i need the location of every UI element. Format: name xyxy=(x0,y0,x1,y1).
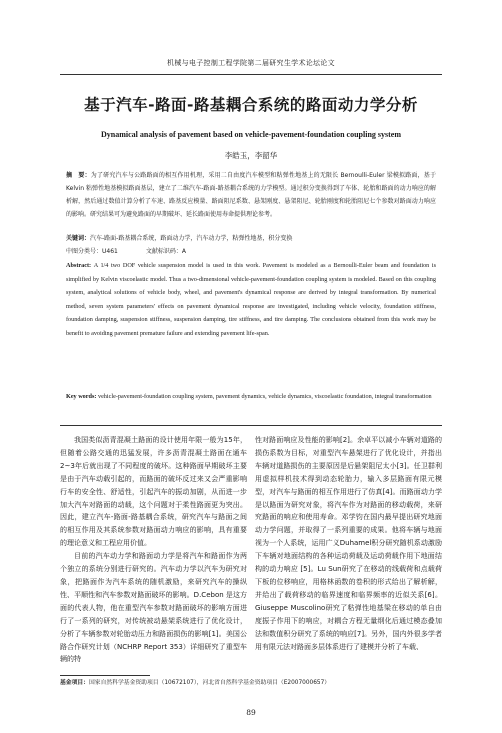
keywords-english-label: Key words: xyxy=(66,393,97,400)
body-paragraph: 目前的汽车动力学和路面动力学是将汽车和路面作为两个独立的系统分别进行研究的。汽车动力学以汽车为研究对象，把路面作为汽车系统的随机激励，来研究汽车的操纵性、平顺性和汽车参数对路面破坏的影响。D.Cebon 是这方面的代表人物，他在重型汽车参数对路面破坏的影响方面进行了一系列的研究，对传统被动悬架系统进行了优化设计，分析了车辆参数对轮胎动压力和路面损伤的影响[1]。美国公路合作研究计划（NCHRP Report 353）详细研究了重型车辆的特 xyxy=(60,552,247,664)
abstract-bottom-rule xyxy=(60,425,442,426)
funding-footnote xyxy=(60,677,445,686)
abstract-english xyxy=(66,259,436,340)
header-rule xyxy=(60,74,442,75)
title-chinese: 基于汽车-路面-路基耦合系统的路面动力学分析 xyxy=(84,96,418,114)
keywords-chinese-label: 关键词： xyxy=(66,235,91,242)
body-paragraph: 性对路面响应及性能的影响[2]。余卓平以减小车辆对道路的损伤系数为目标，对重型汽车悬架进行了优化设计，并指出车辆对道路损伤的主要原因是后悬架阻尼太小[3]。任卫群利用虚拟样机技术得到动态轮胎力，输入多层路面有限元模型，对汽车与路面的相互作用进行了仿真[4]。而路面动力学是以路面为研究对象，将汽车作为对路面的移动载荷，来研究路面的响应和使用寿命。邓学钧在国内最早提出研究地面动力学问题，并取得了一系列重要的成果。他将车辆与地面视为一个人系统，运用广义Duhamel积分研究随机系动激励下车辆对地面结构的各种运动荷载及运动荷载作用下地面结构的动力响应 [5]。Lu Sun研究了在移动的线载荷和点载荷下板的位移响应，用格林函数的卷积的形式给出了解析解，并给出了载荷移动的临界速度和临界频率的近似关系[6]。Giuseppe Muscolino研究了粘弹性地基梁在移动的单自由度振子作用下的响应，对耦合方程无量纲化后通过模态叠加法和数值积分研究了系统的响应[7]。另外，国内外很多学者用有限元法对路面多层体系进行了建模并分析了车载、 xyxy=(255,436,442,651)
keywords-english xyxy=(66,390,436,404)
keywords-chinese-text: 汽车-路面-路基耦合系统，路面动力学，汽车动力学，粘弹性地基，积分变换 xyxy=(90,235,293,242)
classification-line xyxy=(66,246,436,255)
page-number: 89 xyxy=(246,708,256,717)
footnote-rule xyxy=(60,675,150,676)
abstract-english-label: Abstract: xyxy=(66,262,92,269)
abstract-chinese-label: 摘 要： xyxy=(66,172,91,179)
body-column-left xyxy=(60,434,247,666)
keywords-english-text: vehicle-pavement-foundation coupling system, pavement dynamics, vehicle dynamics, viscoelastic foundation, integral transformation xyxy=(97,393,432,400)
footnote-label: 基金项目： xyxy=(60,680,89,686)
abstract-english-text: A 1/4 two DOF vehicle suspension model is used in this work. Pavement is modeled as a Bernoulli-Euler beam and foundation is simplified by Kelvin viscoelastic model. Thus a two-dimensional vehicle-pavement-foundation coupling system is modeled. Based on this coupling system, analytical solutions of vehicle body, wheel, and pavement's dynamical response are derived by integral transformation. By numerical method, seven system parameters' effects on pavement dynamical response are investigated, including vehicle velocity, foundation stiffness, foundation damping, suspension stiffness, suspension damping, tire stiffness, and tire damping. The conclusions obtained from this work may be benefit to avoiding pavement premature failure and extending pavement life-span. xyxy=(66,262,436,337)
body-paragraph: 我国类似沥青混凝土路面的设计使用年限一般为15年，但随着公路交通的迅猛发展，许多沥青混凝土路面在通车2~3年后就出现了不同程度的破坏。这种路面早期破坏主要是由于汽车动载引起的，而路面的破坏反过来又会严重影响行车的安全性、舒适性，引起汽车的振动加剧，从而进一步加大汽车对路面的动载，这个问题对于柔性路面更为突出。因此，建立汽车-路面-路基耦合系统，研究汽车与路面之间的相互作用及其系统参数对路面动力响应的影响，具有重要的理论意义和工程应用价值。 xyxy=(60,436,247,548)
keywords-chinese xyxy=(66,233,436,245)
abstract-chinese xyxy=(66,169,436,221)
running-head: 机械与电子控制工程学院第二届研究生学术论坛论文 xyxy=(167,60,335,67)
body-column-right xyxy=(255,434,442,653)
document-code: 文献标识码：A xyxy=(145,248,186,255)
footnote-text: 国家自然科学基金资助项目（10672107），河北省自然科学基金资助项目（E2007000657） xyxy=(89,680,331,686)
clc-number: 中图分类号：U461 xyxy=(66,248,118,255)
authors: 李皓玉，李韶华 xyxy=(224,151,278,160)
title-english: Dynamical analysis of pavement based on vehicle-pavement-foundation coupling system xyxy=(100,130,401,139)
abstract-chinese-text: 为了研究汽车与公路路面的相互作用机理，采用二自由度汽车模型和粘弹性地基上的无限长 Bernoulli-Euler 梁模拟路面，基于 Kelvin 粘弹性地基模拟路面基层，建立了二维汽车-路面-路基耦合系统的力学模型。通过积分变换得到了车体、轮胎和路面的动力响应的解析解，然后通过数值计算分析了车速、路基反应模量、路面阻尼系数、悬架刚度、悬架阻尼、轮胎刚度和轮胎阻尼七个参数对路面动力响应的影响。研究结果可为避免路面的早期破坏、延长路面使用寿命提供理论参考。 xyxy=(66,172,436,218)
